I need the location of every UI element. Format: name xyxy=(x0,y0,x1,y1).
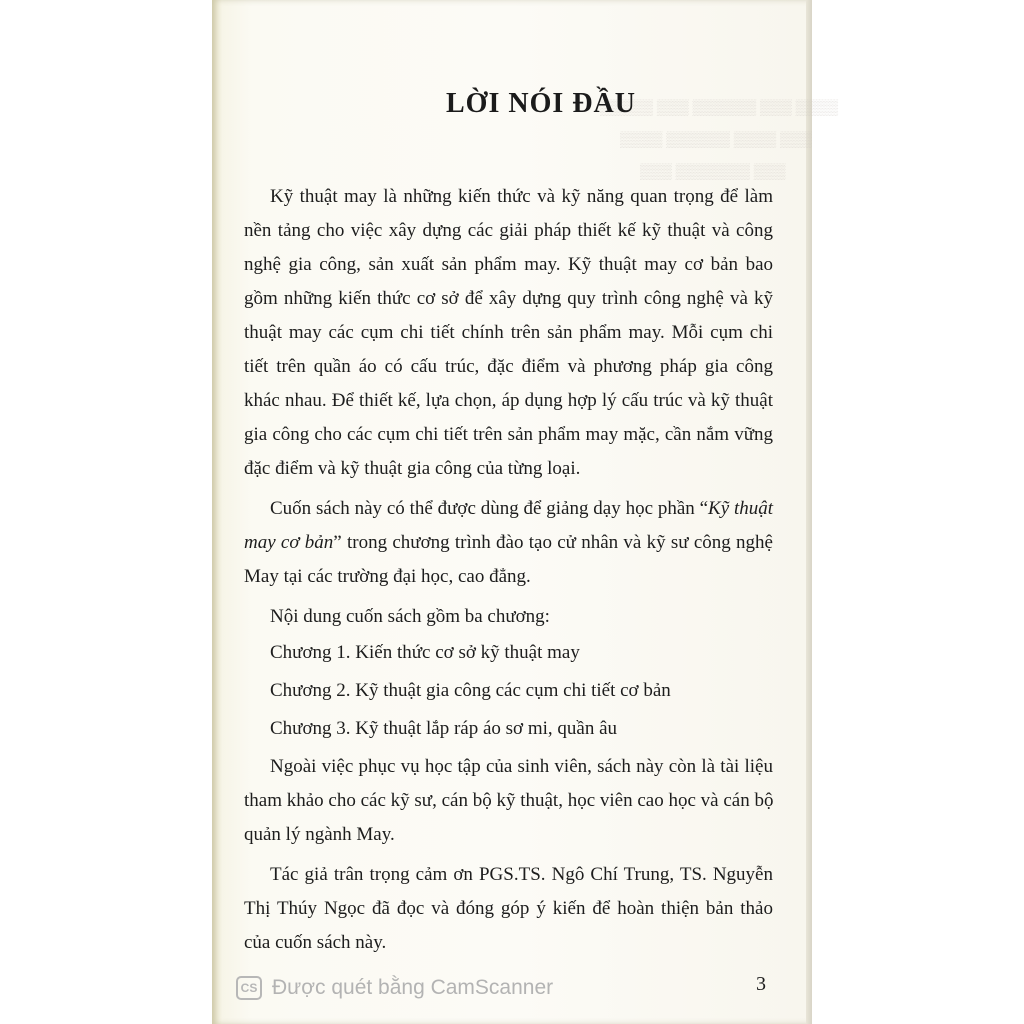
body-text-line xyxy=(244,532,773,554)
text-run: Cuốn sách này có thể được dùng để giảng dạy học phần “ xyxy=(270,498,709,519)
body-text-line: đặc điểm và kỹ thuật gia công của từng loại. xyxy=(244,458,581,479)
body-text-line: nghệ gia công, sản xuất sản phẩm may. Kỹ thuật may cơ bản bao xyxy=(244,254,773,275)
body-text-line: Tác giả trân trọng cảm ơn PGS.TS. Ngô Chí Trung, TS. Nguyễn xyxy=(270,864,773,885)
bleed-through-marks: ▒▒▒ ▒▒▒▒▒▒▒ ▒▒▒ xyxy=(640,164,786,180)
chapter-item: Chương 1. Kiến thức cơ sở kỹ thuật may xyxy=(270,642,580,663)
camscanner-logo-icon: CS xyxy=(236,976,262,1000)
chapter-item: Chương 3. Kỹ thuật lắp ráp áo sơ mi, quần âu xyxy=(270,718,618,739)
bleed-through-marks: ▒▒▒▒▒ ▒▒▒ ▒▒▒▒▒▒ ▒▒▒ ▒▒▒▒ xyxy=(600,100,839,116)
page-edge xyxy=(806,0,812,1024)
body-text-line: khác nhau. Để thiết kế, lựa chọn, áp dụng hợp lý cấu trúc và kỹ thuật xyxy=(244,390,773,411)
body-text-line: nền tảng cho việc xây dựng các giải pháp thiết kế kỹ thuật và công xyxy=(244,220,773,241)
body-text-line xyxy=(270,498,773,520)
body-text-line: gia công cho các cụm chi tiết trên sản phẩm may mặc, cần nắm vững xyxy=(244,424,773,445)
body-text-line: tiết trên quần áo có cấu trúc, đặc điểm và phương pháp gia công xyxy=(244,356,773,377)
body-text-line: gồm những kiến thức cơ sở để xây dựng quy trình công nghệ và kỹ xyxy=(244,288,773,309)
body-text-line: May tại các trường đại học, cao đẳng. xyxy=(244,566,531,587)
body-text-line: của cuốn sách này. xyxy=(244,932,387,953)
body-text-line: Thị Thúy Ngọc đã đọc và đóng góp ý kiến để hoàn thiện bản thảo xyxy=(244,898,773,919)
body-text-line: quản lý ngành May. xyxy=(244,824,395,845)
scanner-watermark: Được quét bằng CamScanner xyxy=(272,976,554,999)
body-text-line: Kỹ thuật may là những kiến thức và kỹ năng quan trọng để làm xyxy=(270,186,773,207)
italic-course-title: may cơ bản xyxy=(244,532,334,553)
body-text-line: thuật may các cụm chi tiết chính trên sản phẩm may. Mỗi cụm chi xyxy=(244,322,773,343)
chapter-item: Chương 2. Kỹ thuật gia công các cụm chi tiết cơ bản xyxy=(270,680,671,701)
page-title: LỜI NÓI ĐẦU xyxy=(446,88,636,119)
body-text-line: Ngoài việc phục vụ học tập của sinh viên, sách này còn là tài liệu xyxy=(270,756,773,777)
body-text-line: Nội dung cuốn sách gồm ba chương: xyxy=(270,606,550,627)
bleed-through-marks: ▒▒▒▒ ▒▒▒▒▒▒ ▒▒▒▒ ▒▒▒ xyxy=(620,132,812,148)
text-run: ” trong chương trình đào tạo cử nhân và kỹ sư công nghệ xyxy=(333,532,773,553)
body-text-line: tham khảo cho các kỹ sư, cán bộ kỹ thuật, học viên cao học và cán bộ xyxy=(244,790,774,811)
italic-course-title: Kỹ thuật xyxy=(708,498,773,519)
page-number: 3 xyxy=(756,973,766,995)
